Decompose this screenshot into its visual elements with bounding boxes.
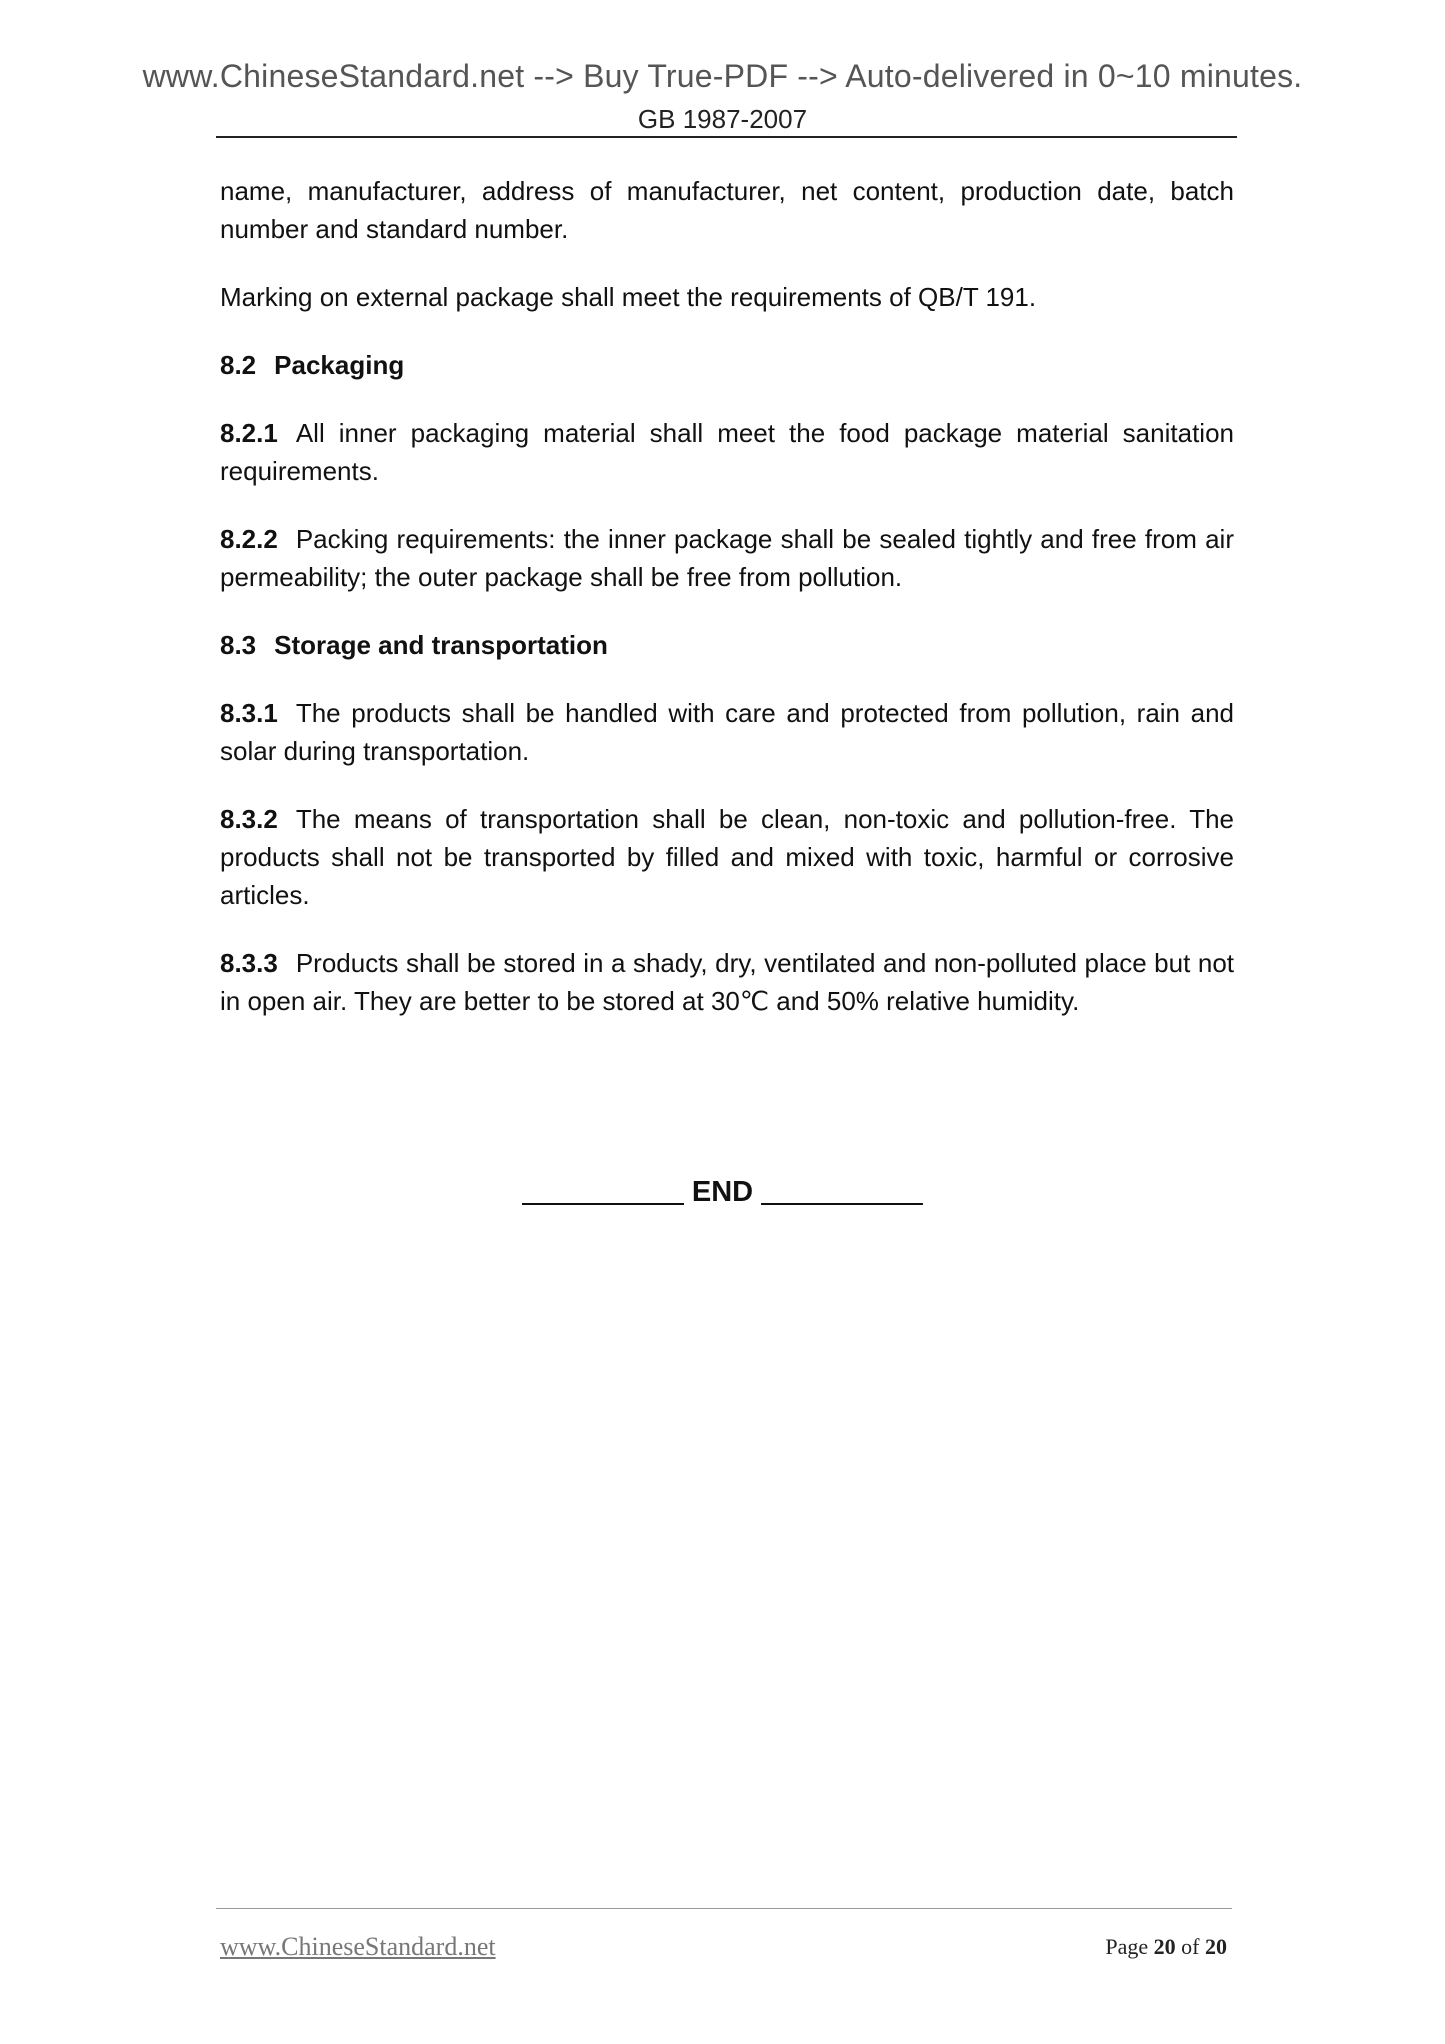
paragraph: Marking on external package shall meet the requirements of QB/T 191. — [220, 282, 1037, 312]
section-title: Packaging — [274, 350, 405, 380]
clause-text: All inner packaging material shall meet the food package material sanitation requirements. — [220, 418, 1234, 486]
end-rule-left — [522, 1203, 684, 1205]
clause-text: Products shall be stored in a shady, dry, ventilated and non-polluted place but not in open air. They are better to be stored at 30℃ and 50% relative humidity. — [220, 948, 1234, 1016]
clause-number: 8.3.1 — [220, 698, 278, 728]
clause-number: 8.2.1 — [220, 418, 278, 448]
clause-8-2-2 — [220, 520, 1234, 596]
page-indicator — [1105, 1934, 1227, 1960]
clause-8-3-1 — [220, 694, 1234, 770]
clause-text: The means of transportation shall be clean, non-toxic and pollution-free. The products shall not be transported by filled and mixed with toxic, harmful or corrosive articles. — [220, 804, 1234, 910]
end-rule-right — [761, 1203, 923, 1205]
footer-divider — [216, 1908, 1232, 1909]
document-body — [220, 172, 1234, 1050]
section-title: Storage and transportation — [274, 630, 608, 660]
top-banner: www.ChineseStandard.net --> Buy True-PDF --> Auto-delivered in 0~10 minutes. — [142, 58, 1303, 94]
section-number: 8.3 — [220, 630, 257, 660]
end-marker — [0, 1176, 1445, 1209]
page-word: Page — [1105, 1934, 1149, 1959]
footer-site-link[interactable]: www.ChineseStandard.net — [220, 1932, 496, 1961]
page-current: 20 — [1153, 1934, 1176, 1959]
clause-number: 8.2.2 — [220, 524, 278, 554]
document-number: GB 1987-2007 — [637, 104, 808, 134]
of-word: of — [1181, 1934, 1200, 1959]
clause-8-3-3 — [220, 944, 1234, 1020]
clause-text: The products shall be handled with care and protected from pollution, rain and solar during transportation. — [220, 698, 1234, 766]
section-heading-8-2 — [220, 346, 1234, 384]
end-label: END — [691, 1176, 754, 1208]
header-divider — [216, 136, 1237, 138]
page-total: 20 — [1205, 1934, 1227, 1959]
paragraph: name, manufacturer, address of manufacturer, net content, production date, batch number and standard number. — [220, 176, 1234, 244]
clause-number: 8.3.3 — [220, 948, 278, 978]
clause-number: 8.3.2 — [220, 804, 278, 834]
clause-8-3-2 — [220, 800, 1234, 914]
section-heading-8-3 — [220, 626, 1234, 664]
clause-text: Packing requirements: the inner package shall be sealed tightly and free from air permeability; the outer package shall be free from pollution. — [220, 524, 1234, 592]
section-number: 8.2 — [220, 350, 257, 380]
clause-8-2-1 — [220, 414, 1234, 490]
